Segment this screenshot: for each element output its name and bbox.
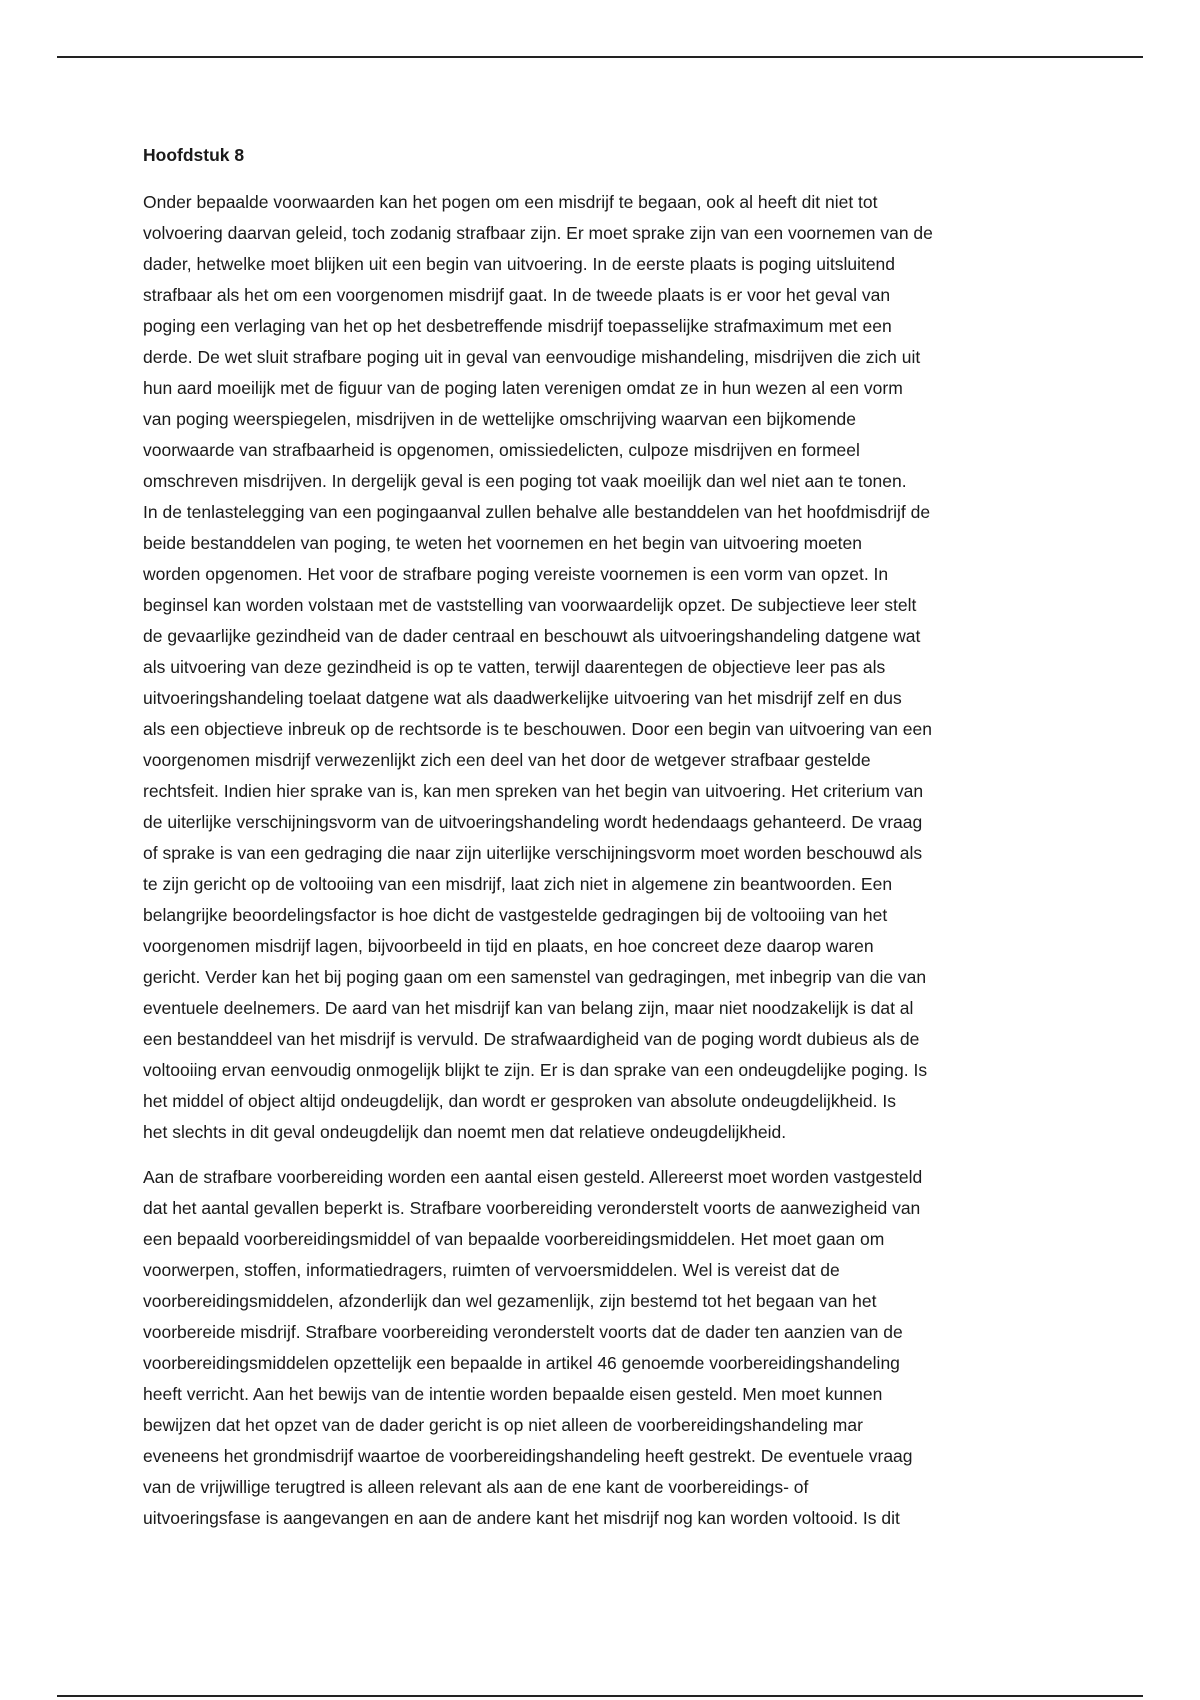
text-line: het middel of object altijd ondeugdelijk, dan wordt er gesproken van absolute ondeugdelijkheid. Is (143, 1091, 896, 1111)
text-line: een bepaald voorbereidingsmiddel of van bepaalde voorbereidingsmiddelen. Het moet gaan om (143, 1229, 885, 1249)
text-line: uitvoeringsfase is aangevangen en aan de andere kant het misdrijf nog kan worden voltooid. Is dit (143, 1508, 900, 1528)
text-line: als een objectieve inbreuk op de rechtsorde is te beschouwen. Door een begin van uitvoering van een (143, 719, 932, 739)
text-line: eveneens het grondmisdrijf waartoe de voorbereidingshandeling heeft gestrekt. De eventuele vraag (143, 1446, 913, 1466)
text-line: van poging weerspiegelen, misdrijven in de wettelijke omschrijving waarvan een bijkomende (143, 409, 857, 429)
text-line: een bestanddeel van het misdrijf is vervuld. De strafwaardigheid van de poging wordt dubieus als de (143, 1029, 920, 1049)
text-line: voorbereide misdrijf. Strafbare voorbereiding veronderstelt voorts dat de dader ten aanzien van de (143, 1322, 903, 1342)
text-line: beide bestanddelen van poging, te weten het voornemen en het begin van uitvoering moeten (143, 533, 862, 553)
text-line: poging een verlaging van het op het desbetreffende misdrijf toepasselijke strafmaximum met een (143, 316, 892, 336)
document-body (143, 143, 1059, 1548)
text-line: beginsel kan worden volstaan met de vaststelling van voorwaardelijk opzet. De subjectieve leer stelt (143, 595, 917, 615)
text-line: te zijn gericht op de voltooiing van een misdrijf, laat zich niet in algemene zin beantwoorden. Een (143, 874, 893, 894)
text-line: omschreven misdrijven. In dergelijk geval is een poging tot vaak moeilijk dan wel niet aan te tonen. (143, 471, 907, 491)
text-line: als uitvoering van deze gezindheid is op te vatten, terwijl daarentegen de objectieve leer pas als (143, 657, 886, 677)
text-line: uitvoeringshandeling toelaat datgene wat als daadwerkelijke uitvoering van het misdrijf zelf en dus (143, 688, 902, 708)
text-line: gericht. Verder kan het bij poging gaan om een samenstel van gedragingen, met inbegrip van die van (143, 967, 927, 987)
text-line: voltooiing ervan eenvoudig onmogelijk blijkt te zijn. Er is dan sprake van een ondeugdelijke poging. Is (143, 1060, 928, 1080)
bottom-rule (57, 1695, 1143, 1697)
text-line: voorgenomen misdrijf lagen, bijvoorbeeld in tijd en plaats, en hoe concreet deze daarop waren (143, 936, 874, 956)
text-line: het slechts in dit geval ondeugdelijk dan noemt men dat relatieve ondeugdelijkheid. (143, 1122, 787, 1142)
text-line: voorbereidingsmiddelen, afzonderlijk dan wel gezamenlijk, zijn bestemd tot het begaan van het (143, 1291, 877, 1311)
text-line: worden opgenomen. Het voor de strafbare poging vereiste voornemen is een vorm van opzet. In (143, 564, 889, 584)
text-line: de uiterlijke verschijningsvorm van de uitvoeringshandeling wordt hedendaags gehanteerd. De vraag (143, 812, 923, 832)
text-line: eventuele deelnemers. De aard van het misdrijf kan van belang zijn, maar niet noodzakelijk is dat al (143, 998, 914, 1018)
text-line: of sprake is van een gedraging die naar zijn uiterlijke verschijningsvorm moet worden beschouwd als (143, 843, 923, 863)
text-line: derde. De wet sluit strafbare poging uit in geval van eenvoudige mishandeling, misdrijven die zich uit (143, 347, 921, 367)
body-paragraph (143, 1162, 1059, 1534)
text-line: bewijzen dat het opzet van de dader gericht is op niet alleen de voorbereidingshandeling mar (143, 1415, 863, 1435)
text-line: dat het aantal gevallen beperkt is. Strafbare voorbereiding veronderstelt voorts de aanwezigheid van (143, 1198, 921, 1218)
text-line: de gevaarlijke gezindheid van de dader centraal en beschouwt als uitvoeringshandeling datgene wat (143, 626, 921, 646)
text-line: voorgenomen misdrijf verwezenlijkt zich een deel van het door de wetgever strafbaar gestelde (143, 750, 871, 770)
text-line: strafbaar als het om een voorgenomen misdrijf gaat. In de tweede plaats is er voor het geval van (143, 285, 891, 305)
text-line: van de vrijwillige terugtred is alleen relevant als aan de ene kant de voorbereidings- of (143, 1477, 809, 1497)
body-paragraph (143, 187, 1059, 1148)
text-line: rechtsfeit. Indien hier sprake van is, kan men spreken van het begin van uitvoering. Het criterium van (143, 781, 924, 801)
text-line: Onder bepaalde voorwaarden kan het pogen om een misdrijf te begaan, ook al heeft dit niet tot (143, 192, 878, 212)
top-rule (57, 56, 1143, 58)
text-line: voorbereidingsmiddelen opzettelijk een bepaalde in artikel 46 genoemde voorbereidingshandeling (143, 1353, 900, 1373)
text-line: Aan de strafbare voorbereiding worden een aantal eisen gesteld. Allereerst moet worden vastgesteld (143, 1167, 923, 1187)
text-line: heeft verricht. Aan het bewijs van de intentie worden bepaalde eisen gesteld. Men moet kunnen (143, 1384, 883, 1404)
text-line: voorwaarde van strafbaarheid is opgenomen, omissiedelicten, culpoze misdrijven en formeel (143, 440, 860, 460)
text-line: belangrijke beoordelingsfactor is hoe dicht de vastgestelde gedragingen bij de voltooiing van het (143, 905, 888, 925)
text-line: In de tenlastelegging van een pogingaanval zullen behalve alle bestanddelen van het hoofdmisdrijf de (143, 502, 931, 522)
text-line: voorwerpen, stoffen, informatiedragers, ruimten of vervoersmiddelen. Wel is vereist dat de (143, 1260, 840, 1280)
text-line: dader, hetwelke moet blijken uit een begin van uitvoering. In de eerste plaats is poging uitsluitend (143, 254, 896, 274)
text-line: hun aard moeilijk met de figuur van de poging laten verenigen omdat ze in hun wezen al een vorm (143, 378, 903, 398)
paragraphs-container (143, 187, 1059, 1534)
text-line: volvoering daarvan geleid, toch zodanig strafbaar zijn. Er moet sprake zijn van een voornemen van de (143, 223, 933, 243)
chapter-heading: Hoofdstuk 8 (143, 145, 245, 165)
